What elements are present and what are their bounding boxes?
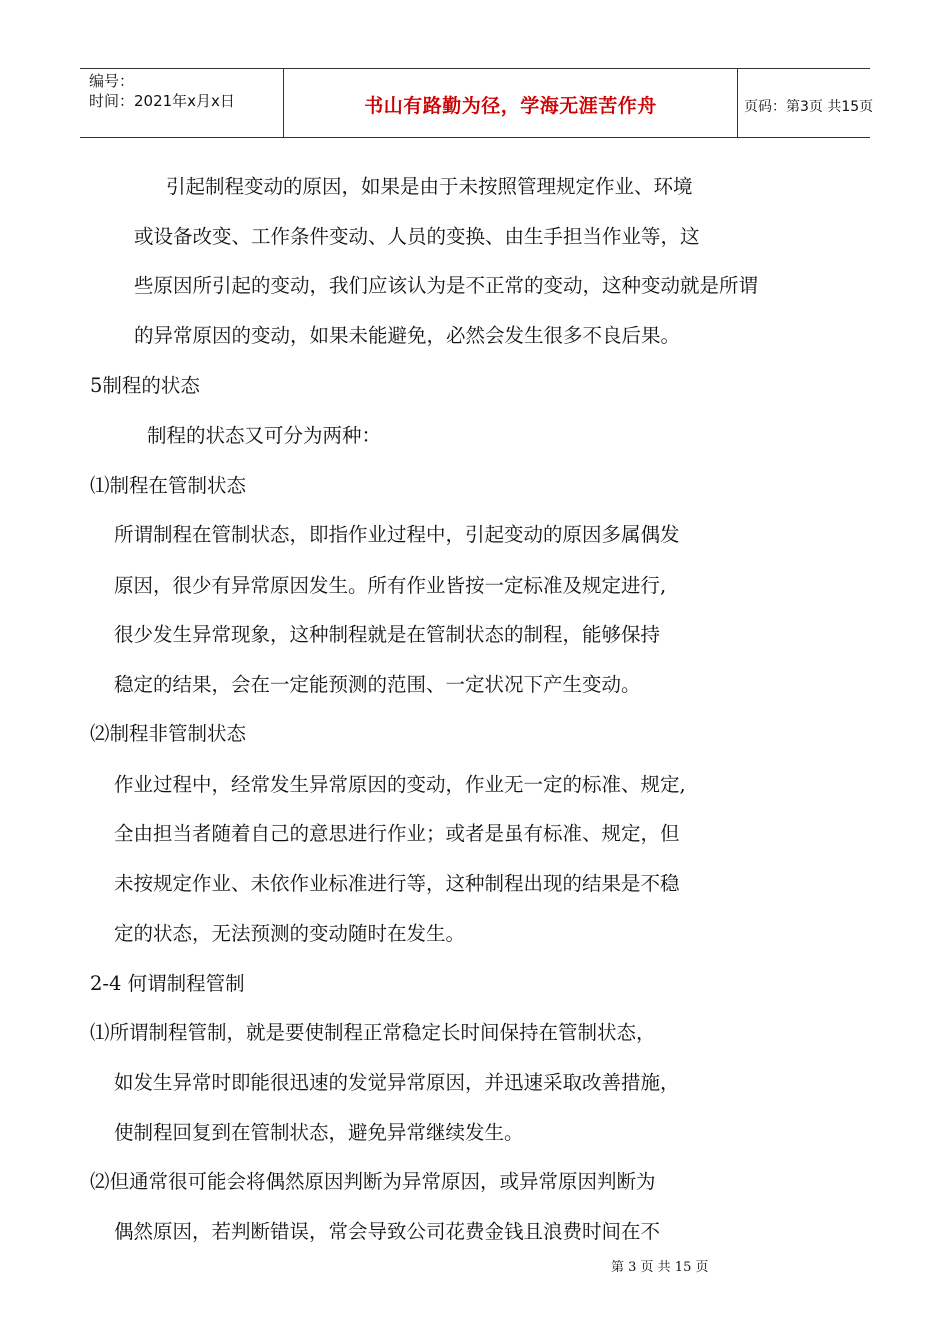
header-motto-cell <box>283 69 738 137</box>
page-info: 页码：第3页 共15页 <box>744 99 874 115</box>
date-label: 时间：2021年x月x日 <box>89 92 235 110</box>
page-footer: 第 3 页 共 15 页 <box>611 1260 709 1275</box>
header-page-cell <box>737 69 874 137</box>
code-label: 编号： <box>89 72 135 90</box>
paragraph-line: 引起制程变动的原因，如果是由于未按照管理规定作业、环境 <box>166 175 693 198</box>
page-header <box>80 68 874 138</box>
section-heading: 2-4 何谓制程管制 <box>90 972 245 995</box>
header-meta <box>80 69 283 139</box>
paragraph-line: 些原因所引起的变动，我们应该认为是不正常的变动，这种变动就是所谓 <box>134 274 759 297</box>
motto: 书山有路勤为径，学海无涯苦作舟 <box>364 95 657 117</box>
paragraph-line: 如发生异常时即能很迅速的发觉异常原因，并迅速采取改善措施， <box>114 1071 680 1094</box>
paragraph-line: 的异常原因的变动，如果未能避免，必然会发生很多不良后果。 <box>134 324 681 347</box>
paragraph-line: ⑵但通常很可能会将偶然原因判断为异常原因，或异常原因判断为 <box>90 1170 656 1193</box>
paragraph-line: 制程的状态又可分为两种： <box>147 424 382 447</box>
paragraph-line: 未按规定作业、未依作业标准进行等，这种制程出现的结果是不稳 <box>114 872 680 895</box>
paragraph-line: 作业过程中，经常发生异常原因的变动，作业无一定的标准、规定, <box>114 773 686 796</box>
paragraph-line: ⑴所谓制程管制，就是要使制程正常稳定长时间保持在管制状态， <box>90 1021 656 1044</box>
paragraph-line: 偶然原因，若判断错误，常会导致公司花费金钱且浪费时间在不 <box>114 1220 661 1243</box>
paragraph-line: 稳定的结果，会在一定能预测的范围、一定状况下产生变动。 <box>114 673 641 696</box>
paragraph-line: 所谓制程在管制状态，即指作业过程中，引起变动的原因多属偶发 <box>114 523 680 546</box>
paragraph-line: 或设备改变、工作条件变动、人员的变换、由生手担当作业等，这 <box>134 225 700 248</box>
paragraph-line: 全由担当者随着自己的意思进行作业；或者是虽有标准、规定，但 <box>114 822 680 845</box>
paragraph-line: 原因，很少有异常原因发生。所有作业皆按一定标准及规定进行, <box>114 574 667 597</box>
subsection-heading: ⑴制程在管制状态 <box>90 474 247 497</box>
subsection-heading: ⑵制程非管制状态 <box>90 722 247 745</box>
paragraph-line: 定的状态，无法预测的变动随时在发生。 <box>114 922 466 945</box>
section-heading: 5制程的状态 <box>90 374 200 397</box>
paragraph-line: 很少发生异常现象，这种制程就是在管制状态的制程，能够保持 <box>114 623 661 646</box>
paragraph-line: 使制程回复到在管制状态，避免异常继续发生。 <box>114 1121 524 1144</box>
